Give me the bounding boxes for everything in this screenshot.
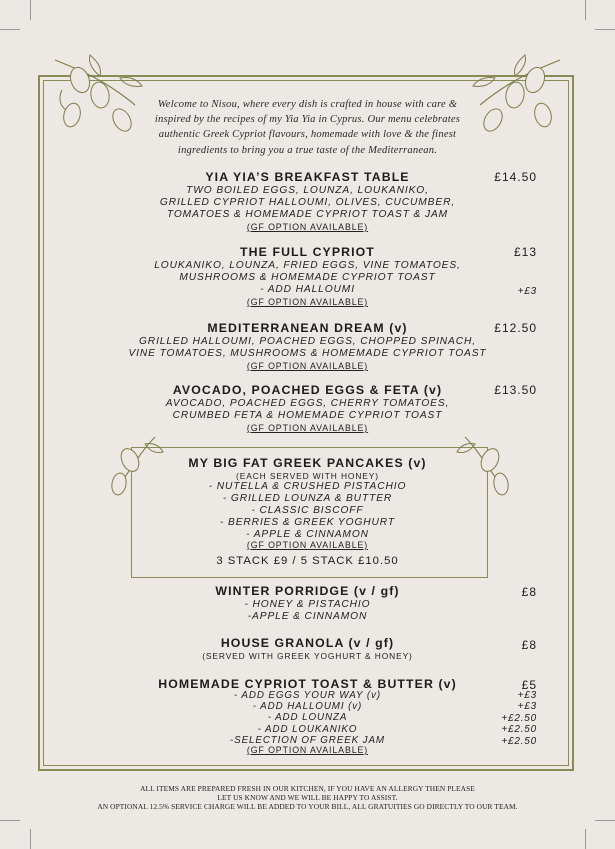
- crop-mark: [30, 0, 31, 20]
- crop-mark: [0, 29, 20, 30]
- gf-option-note: (GF OPTION AVAILABLE): [246, 540, 369, 550]
- item-description: TWO BOILED EGGS, LOUNZA, LOUKANIKO, GRILLED CYPRIOT HALLOUMI, OLIVES, CUCUMBER, TOMATOES & HOMEMADE CYPRIOT TOAST & JAM: [159, 185, 456, 220]
- item-description: LOUKANIKO, LOUNZA, FRIED EGGS, VINE TOMATOES, MUSHROOMS & HOMEMADE CYPRIOT TOAST - ADD HALLOUMI: [154, 260, 461, 295]
- gf-option-note: (GF OPTION AVAILABLE): [246, 222, 369, 232]
- item-title: MEDITERRANEAN DREAM (v): [207, 321, 408, 335]
- item-description: - ADD EGGS YOUR WAY (v) - ADD HALLOUMI (v) - ADD LOUNZA - ADD LOUKANIKO -SELECTION OF GREEK JAM: [230, 690, 385, 746]
- gf-option-note: (GF OPTION AVAILABLE): [246, 297, 369, 307]
- item-price: £8: [521, 585, 537, 599]
- crop-mark: [585, 829, 586, 849]
- addon-price: +£3: [517, 286, 537, 297]
- crop-mark: [585, 0, 586, 20]
- item-price: £12.50: [494, 321, 537, 335]
- item-note: (EACH SERVED WITH HONEY): [236, 471, 379, 481]
- item-title: MY BIG FAT GREEK PANCAKES (v): [188, 456, 427, 470]
- gf-option-note: (GF OPTION AVAILABLE): [246, 745, 369, 755]
- item-title: HOMEMADE CYPRIOT TOAST & BUTTER (v): [158, 677, 457, 691]
- item-price: 3 STACK £9 / 5 STACK £10.50: [216, 555, 399, 567]
- item-description: - NUTELLA & CRUSHED PISTACHIO - GRILLED LOUNZA & BUTTER - CLASSIC BISCOFF - BERRIES & GREEK YOGHURT - APPLE & CINNAMON: [208, 481, 407, 540]
- crop-mark: [595, 29, 615, 30]
- intro-line: Welcome to Nisou, where every dish is crafted in house with care &: [157, 99, 458, 110]
- item-price: £13.50: [494, 383, 537, 397]
- item-title: WINTER PORRIDGE (v / gf): [215, 584, 400, 598]
- item-price: £13: [513, 245, 537, 259]
- gf-option-note: (GF OPTION AVAILABLE): [246, 423, 369, 433]
- intro-line: ingredients to bring you a true taste of the Mediterranean.: [177, 144, 438, 156]
- item-title: THE FULL CYPRIOT: [240, 245, 375, 259]
- intro-line: authentic Greek Cypriot flavours, homemade with love & the finest: [158, 129, 457, 141]
- item-title: HOUSE GRANOLA (v / gf): [220, 636, 395, 650]
- crop-mark: [30, 829, 31, 849]
- addon-prices: +£3 +£3 +£2.50 +£2.50 +£2.50: [501, 690, 537, 747]
- intro-text: [115, 97, 500, 158]
- crop-mark: [595, 820, 615, 821]
- item-description: AVOCADO, POACHED EGGS, CHERRY TOMATOES, CRUMBED FETA & HOMEMADE CYPRIOT TOAST: [165, 398, 450, 421]
- item-price: £5: [521, 678, 537, 692]
- item-price: £14.50: [494, 170, 537, 184]
- item-title: YIA YIA’S BREAKFAST TABLE: [205, 170, 410, 184]
- item-title: AVOCADO, POACHED EGGS & FETA (v): [172, 383, 443, 397]
- item-price: £8: [521, 638, 537, 652]
- crop-mark: [0, 820, 20, 821]
- intro-line: inspired by the recipes of my Yia Yia in Cyprus. Our menu celebrates: [154, 114, 461, 126]
- item-description: GRILLED HALLOUMI, POACHED EGGS, CHOPPED SPINACH, VINE TOMATOES, MUSHROOMS & HOMEMADE CYPRIOT TOAST: [128, 336, 487, 359]
- gf-option-note: (GF OPTION AVAILABLE): [246, 361, 369, 371]
- item-description: - HONEY & PISTACHIO -APPLE & CINNAMON: [244, 599, 371, 622]
- footer-note: ALL ITEMS ARE PREPARED FRESH IN OUR KITCHEN, IF YOU HAVE AN ALLERGY THEN PLEASE LET US KNOW AND WE WILL BE HAPPY TO ASSIST. AN OPTIONAL 12.5% SERVICE CHARGE WILL BE ADDED TO YOUR BILL, ALL GRATUITIES GO DIRECTLY TO OUR TEAM.: [97, 784, 518, 811]
- item-note: (SERVED WITH GREEK YOGHURT & HONEY): [202, 651, 413, 661]
